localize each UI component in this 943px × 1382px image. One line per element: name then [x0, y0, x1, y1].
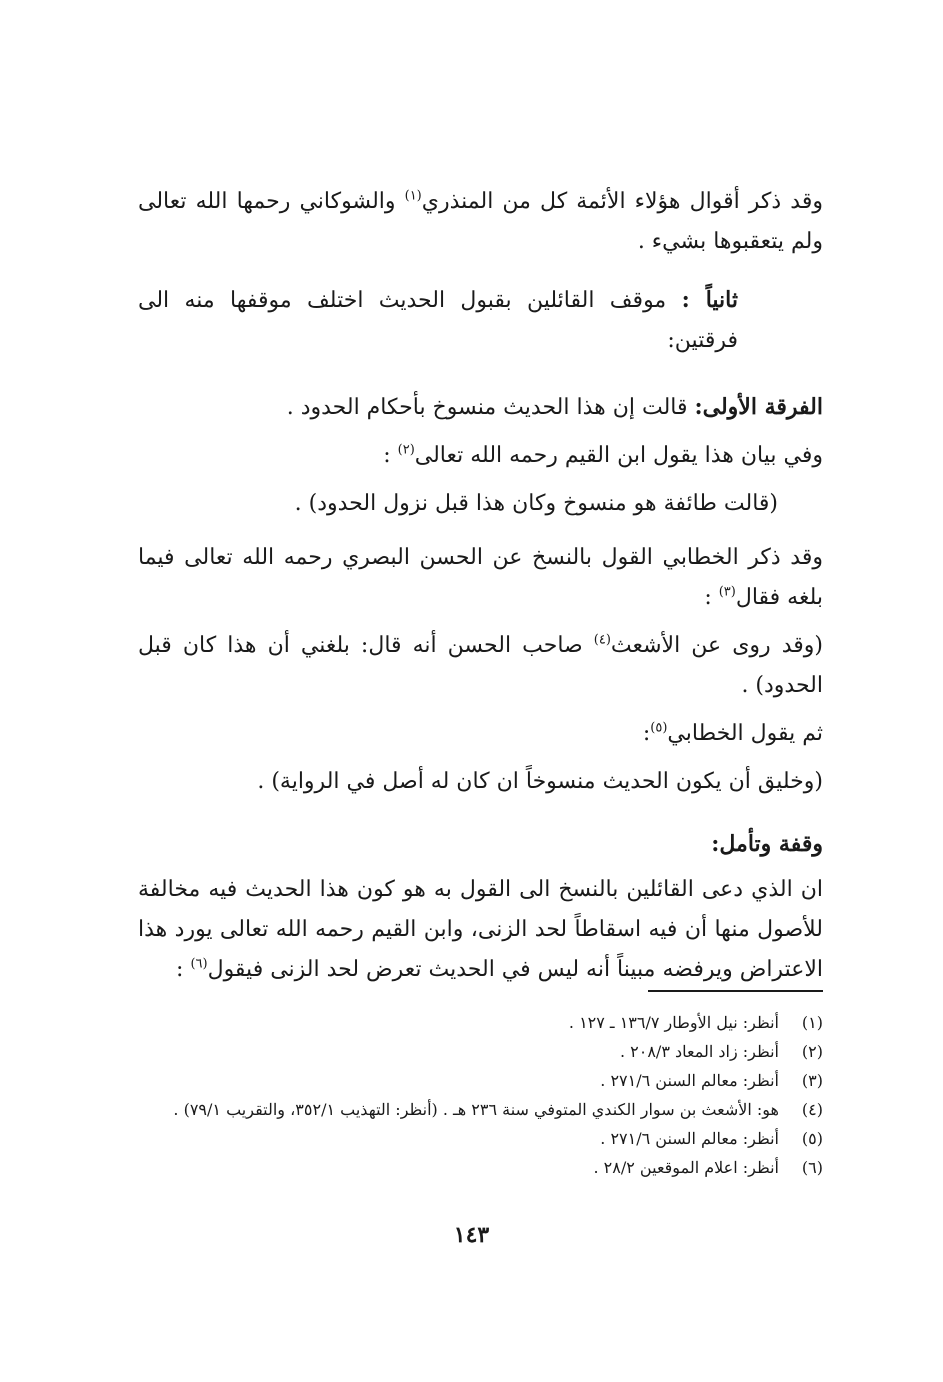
footnote-text: أنظر: معالم السنن ٢٧١/٦ .: [600, 1129, 779, 1148]
section-heading-reflection: وقفة وتأمل:: [711, 831, 823, 857]
paragraph-5-quote: (قالت طائفة هو منسوخ وكان هذا قبل نزول الحدود) .: [294, 491, 778, 516]
footnote-text: أنظر: زاد المعاد ٢٠٨/٣ .: [619, 1042, 779, 1061]
paragraph-8: ثم يقول الخطابي$^{(٥)}$:: [642, 720, 823, 746]
section-label-first-group: الفرقة الأولى:: [694, 394, 823, 420]
footnote-ref-3[interactable]: (٣): [718, 584, 736, 600]
footnote-ref-4[interactable]: (٤): [593, 632, 611, 648]
paragraph-9-quote: (وخليق أن يكون الحديث منسوخاً ان كان له أصل في الرواية) .: [257, 769, 823, 794]
footnote-2: [138, 1037, 823, 1066]
footnote-number: (٢): [801, 1042, 823, 1061]
section-label-second: ثانياً :: [681, 287, 738, 313]
footnote-number: (٦): [801, 1158, 823, 1177]
paragraph-7-quote: (وقد روى عن الأشعث$^{(٤)}$ صاحب الحسن أنه قال: بلغني أن هذا كان قبل الحدود) .: [138, 632, 823, 698]
paragraph-6: وقد ذكر الخطابي القول بالنسخ عن الحسن البصري رحمه الله تعالى فيما بلغه فقال$^{(٣)}$ :: [138, 545, 823, 610]
main-text: [138, 182, 823, 1004]
footnote-text: هو: الأشعث بن سوار الكندي المتوفي سنة ٢٣٦ هـ . (أنظر: التهذيب ٣٥٢/١، والتقريب ٧٩/١) .: [173, 1100, 779, 1119]
footnote-text: أنظر: نيل الأوطار ١٣٦/٧ ـ ١٢٧ .: [568, 1013, 779, 1032]
footnote-text: أنظر: اعلام الموقعين ٢٨/٢ .: [593, 1158, 779, 1177]
footnote-ref-1[interactable]: (١): [404, 188, 422, 204]
paragraph-1: وقد ذكر أقوال هؤلاء الأئمة كل من المنذري$^{(١)}$ والشوكاني رحمها الله تعالى ولم يتعقبوها بشيء .: [138, 188, 823, 254]
paragraph-4: وفي بيان هذا يقول ابن القيم رحمه الله تعالى$^{(٢)}$ :: [383, 442, 823, 468]
footnote-1: [138, 1008, 823, 1037]
paragraph-2: ثانياً : موقف القائلين بقبول الحديث اختلف موقفها منه الى فرقتين:: [138, 287, 738, 353]
footnote-number: (٤): [801, 1100, 823, 1119]
footnote-number: (١): [801, 1013, 823, 1032]
footnote-ref-2[interactable]: (٢): [397, 442, 415, 458]
footnote-separator: [648, 990, 823, 992]
page-number: ١٤٣: [453, 1222, 490, 1248]
footnote-6: [138, 1153, 823, 1182]
footnote-number: (٣): [801, 1071, 823, 1090]
paragraph-10: ان الذي دعى القائلين بالنسخ الى القول به هو كون هذا الحديث فيه مخالفة للأصول منها أن فيه اسقاطاً لحد الزنى، وابن القيم رحمه الله تعالى يورد هذا الاعتراض ويرفضه مبيناً أنه ليس في الحديث تعرض لحد الزنى فيقول$^{(٦)}$ :: [138, 877, 823, 982]
footnote-3: [138, 1066, 823, 1095]
paragraph-3: الفرقة الأولى: قالت إن هذا الحديث منسوخ بأحكام الحدود .: [286, 394, 823, 420]
footnotes: [138, 1008, 823, 1182]
footnote-number: (٥): [801, 1129, 823, 1148]
footnote-5: [138, 1124, 823, 1153]
footnote-ref-5[interactable]: (٥): [650, 720, 668, 736]
footnote-4: [138, 1095, 823, 1124]
footnote-ref-6[interactable]: (٦): [190, 956, 208, 972]
footnote-text: أنظر: معالم السنن ٢٧١/٦ .: [600, 1071, 779, 1090]
